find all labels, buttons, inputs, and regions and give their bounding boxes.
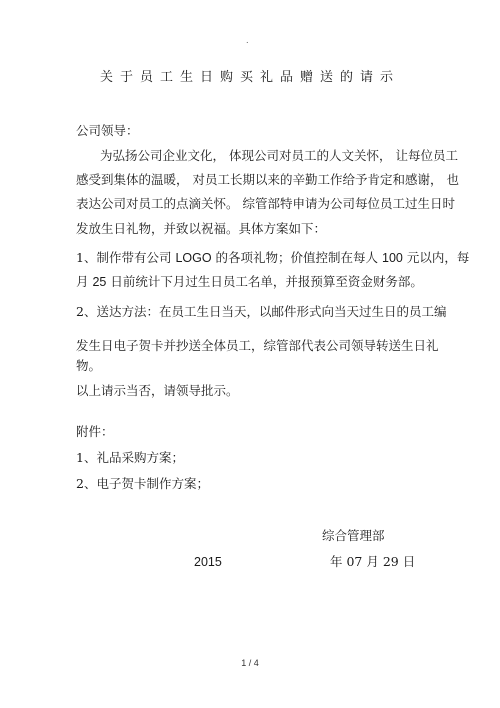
attachments-heading: 附件： (76, 424, 114, 439)
document-title: 关于员工生日购买礼品赠送的请示 (99, 70, 400, 85)
item2-line3: 物。 (76, 358, 102, 373)
attachment-item-1: 1、礼品采购方案； (76, 450, 184, 465)
paragraph1-line3: 表达公司对员工的点滴关怀。 综管部特申请为公司每位员工过生日时 (76, 196, 455, 211)
attachment-item-2: 2、电子贺卡制作方案； (76, 476, 209, 491)
paragraph1-line4: 发放生日礼物，并致以祝福。具体方案如下： (76, 221, 327, 236)
item1-line2-prefix: 月 (76, 274, 93, 289)
item2-line1: 2、送达方法：在员工生日当天，以邮件形式向当天过生日的员工编 (76, 304, 447, 319)
item1-line1 (76, 250, 469, 266)
item1-amount: 100 (382, 251, 403, 265)
paragraph1-line1: 为弘扬公司企业文化， 体现公司对员工的人文关怀， 让每位员工 (100, 148, 458, 163)
salutation: 公司领导： (76, 123, 139, 138)
item1-middle: 的各项礼物；价值控制在每人 (211, 250, 383, 265)
item1-line2 (76, 274, 423, 290)
item2-line2: 发生日电子贺卡并抄送全体员工，综管部代表公司领导转送生日礼 (76, 338, 439, 353)
header-dot: . (246, 36, 249, 45)
signature-date: 年 07 月 29 日 (330, 554, 416, 569)
item1-suffix: 元以内，每 (402, 250, 470, 265)
paragraph1-line2: 感受到集体的温暖， 对员工长期以来的辛勤工作给予肯定和感谢， 也 (76, 172, 459, 187)
item1-day: 25 (92, 275, 107, 289)
item1-line2-suffix: 日前统计下月过生日员工名单，并报预算至资金财务部。 (106, 274, 423, 289)
closing-text: 以上请示当否，请领导批示。 (76, 383, 239, 398)
signature-year: 2015 (194, 555, 222, 569)
item1-logo: LOGO (175, 251, 212, 265)
item1-prefix: 1、制作带有公司 (76, 250, 176, 265)
signature-department: 综合管理部 (322, 528, 385, 543)
page-number: 1 / 4 (241, 658, 259, 668)
